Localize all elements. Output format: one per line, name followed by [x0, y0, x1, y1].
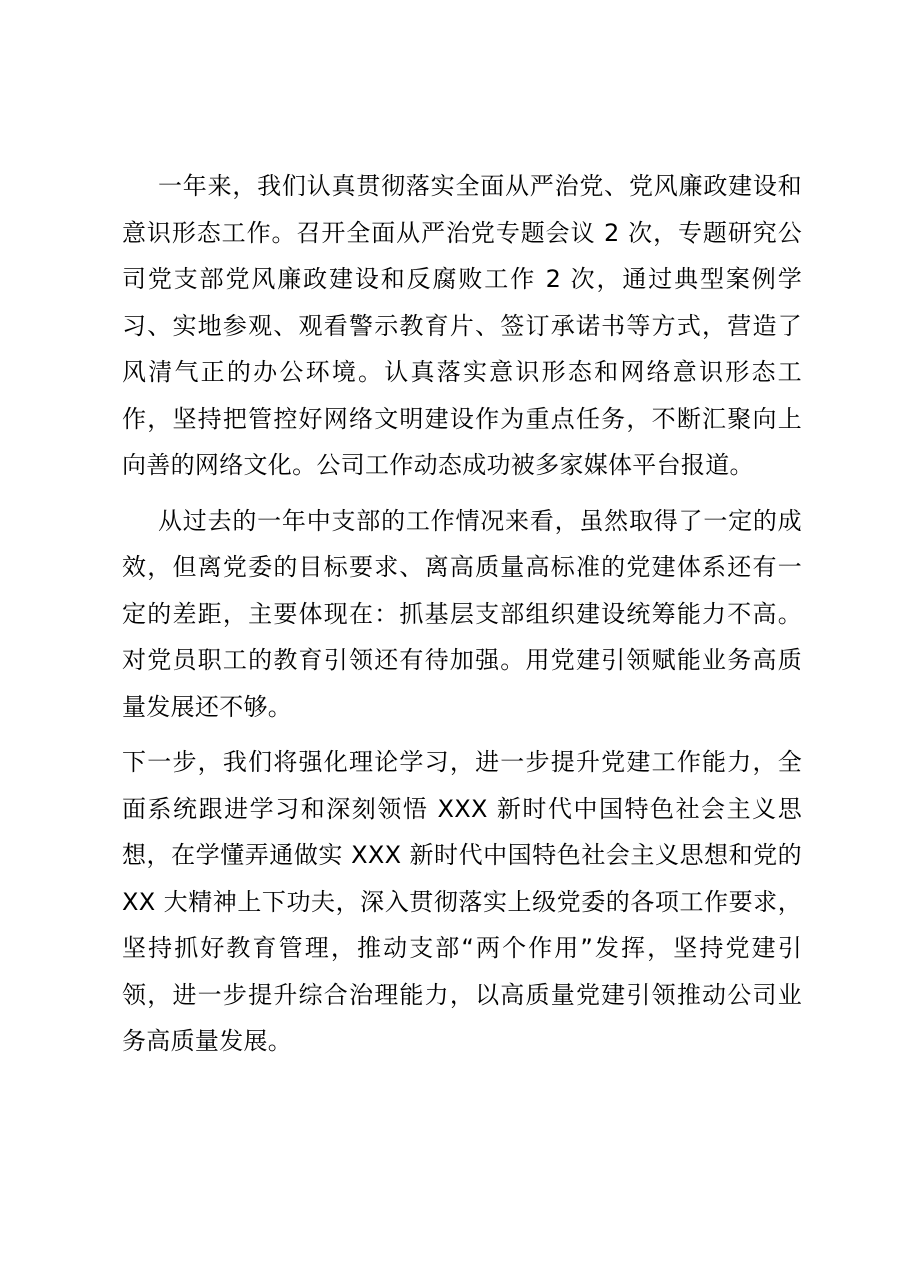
paragraph-summary: 一年来，我们认真贯彻落实全面从严治党、党风廉政建设和意识形态工作。召开全面从严治党专题会议 2 次，专题研究公司党支部党风廉政建设和反腐败工作 2 次，通过典型案例学习、实地参观、观看警示教育片、签订承诺书等方式，营造了风清气正的办公环境。认真落实意识形态和网络意识形态工作，坚持把管控好网络文明建设作为重点任务，不断汇聚向上向善的网络文化。公司工作动态成功被多家媒体平台报道。 — [122, 172, 802, 479]
document-body — [122, 163, 802, 1065]
paragraph-next-steps: 下一步，我们将强化理论学习，进一步提升党建工作能力，全面系统跟进学习和深刻领悟 XXX 新时代中国特色社会主义思想，在学懂弄通做实 XXX 新时代中国特色社会主义思想和党的 XX 大精神上下功夫，深入贯彻落实上级党委的各项工作要求，坚持抓好教育管理，推动支部“两个作用”发挥，坚持党建引领，进一步提升综合治理能力，以高质量党建引领推动公司业务高质量发展。 — [122, 748, 802, 1055]
paragraph-shortcomings: 从过去的一年中支部的工作情况来看，虽然取得了一定的成效，但离党委的目标要求、离高质量高标准的党建体系还有一定的差距，主要体现在：抓基层支部组织建设统筹能力不高。对党员职工的教育引领还有待加强。用党建引领赋能业务高质量发展还不够。 — [122, 506, 802, 721]
